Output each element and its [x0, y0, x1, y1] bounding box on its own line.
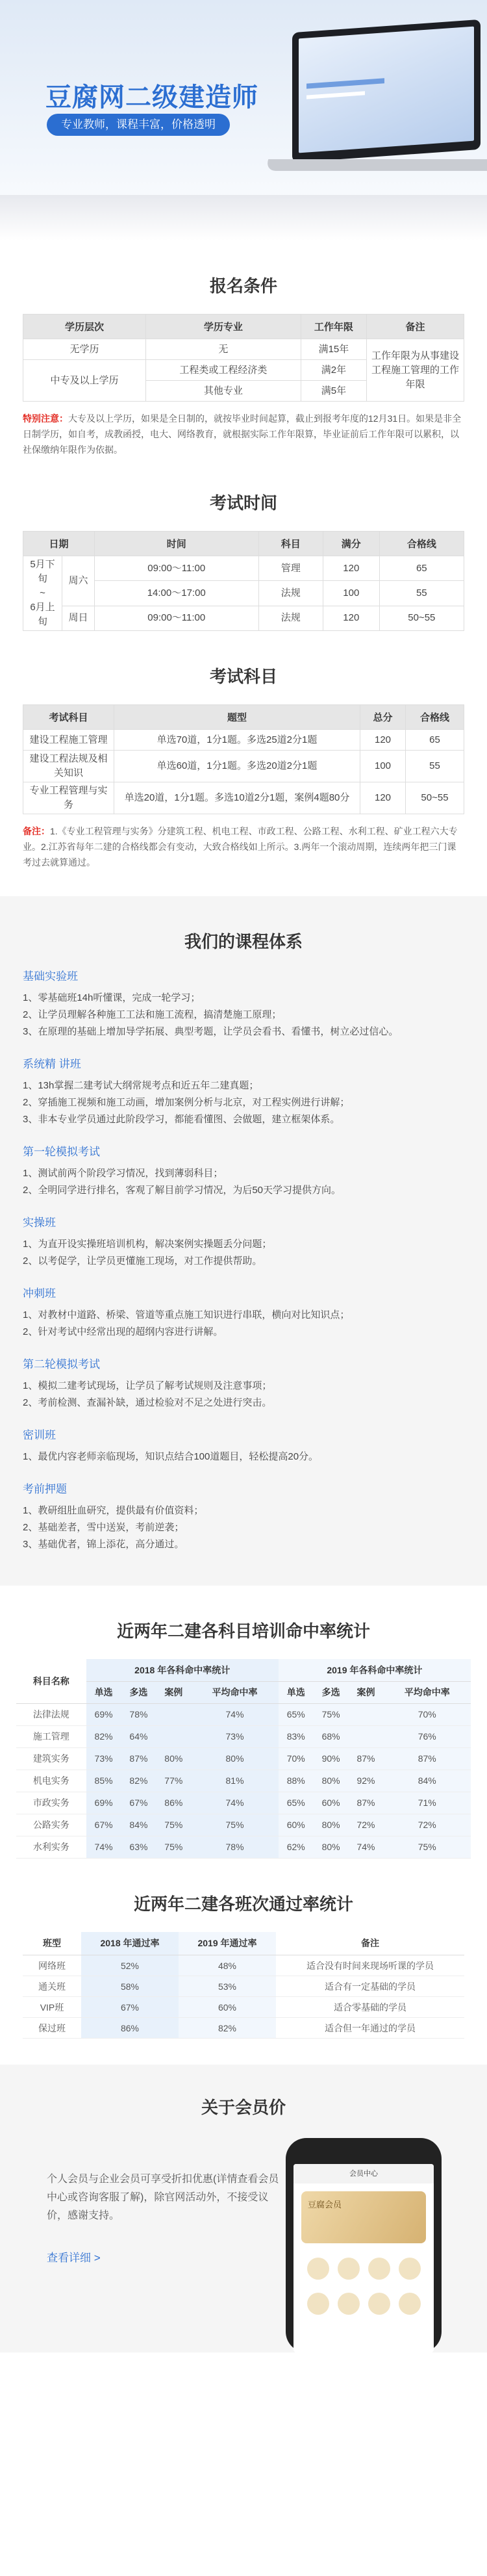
subjects-table: 考试科目 题型 总分 合格线 建设工程施工管理 单选70道，1分1题。多选25道2分1题 120 65 建设工程法规及相关知识 单选60道，1分1题。多选20道2分1题 100 55 专业工程管理与实务 单选20道，1分1题。多选10道2分1题，案例4题80分 120 50~55 — [23, 704, 464, 814]
course-item: 1、最优内容老师亲临现场，知识点结合100道题目，轻松提高20分。 — [23, 1451, 319, 1462]
course-item: 1、测试前两个阶段学习情况，找到薄弱科目； — [23, 1168, 223, 1179]
table-row: 施工管理 82% 64% 73% 83% 68% 76% — [16, 1725, 471, 1747]
course-item: 1、13h掌握二建考试大纲常规考点和近五年二建真题； — [23, 1080, 259, 1091]
table-row: 建设工程施工管理 单选70道，1分1题。多选25道2分1题 120 65 — [23, 730, 464, 751]
stats-section — [0, 1586, 487, 1885]
table-row: 保过班 86% 82% 适合但一年通过的学员 — [23, 2018, 464, 2039]
course-item: 3、在原理的基础上增加导学拓展、典型考题，让学员会看书、看懂书，树立必过信心。 — [23, 1026, 399, 1037]
col-header: 备注 — [367, 315, 464, 339]
table-row: 通关班 58% 53% 适合有一定基础的学员 — [23, 1976, 464, 1997]
subjects-note: 备注：1.《专业工程管理与实务》分建筑工程、机电工程、市政工程、公路工程、水利工程、矿业工程六大专业。2.江苏省每年二建的合格线都会有变动，大致合格线如上所示。3.两年一个滚动周期，连续两年把三门课考过去就算通过。 — [23, 826, 458, 868]
laptop-illustration — [266, 26, 487, 208]
pass-section — [0, 1885, 487, 2065]
vip-title: 关于会员价 — [201, 2098, 286, 2117]
hero-banner — [0, 0, 487, 240]
course-item: 2、基础差者，雪中送炭，考前逆袭； — [23, 1522, 184, 1533]
table-row: 14:00～17:00 法规 100 55 — [23, 581, 464, 606]
course-group-title: 密训班 — [23, 1429, 56, 1441]
stats-title: 近两年二建各科目培训命中率统计 — [116, 1621, 370, 1641]
pass-table: 班型 2018 年通过率 2019 年通过率 备注 网络班 52% 48% 适合没有时间来现场听课的学员 通关班 58% 53% 适合有一定基础的学员 VIP班 67% 60% 适合零基础的学员 保过班 86% 82% 适合但一年通过的学员 — [23, 1932, 464, 2039]
course-group-title: 系统精 讲班 — [23, 1058, 81, 1070]
phone-illustration: 会员中心 豆腐会员 — [286, 2138, 442, 2352]
col-header: 多选 — [121, 1681, 156, 1703]
course-group-title: 冲刺班 — [23, 1287, 56, 1300]
col-header: 平均命中率 — [383, 1681, 471, 1703]
col-header: 学历专业 — [146, 315, 301, 339]
course-item: 1、为直开设实操班培训机构，解决案例实操题丢分问题； — [23, 1239, 272, 1250]
signup-remark: 工作年限为从事建设工程施工管理的工作年限 — [367, 339, 464, 402]
course-item: 1、模拟二建考试现场，让学员了解考试规则及注意事项； — [23, 1380, 272, 1391]
table-row: 市政实务 69% 67% 86% 74% 65% 60% 87% 71% — [16, 1792, 471, 1814]
table-row: 专业工程管理与实务 单选20道，1分1题。多选10道2分1题，案例4题80分 120 50~55 — [23, 782, 464, 814]
table-row: 建筑实务 73% 87% 80% 80% 70% 90% 87% 87% — [16, 1747, 471, 1770]
col-header: 单选 — [86, 1681, 121, 1703]
table-row: 公路实务 67% 84% 75% 75% 60% 80% 72% 72% — [16, 1814, 471, 1836]
col-header: 案例 — [156, 1681, 191, 1703]
table-row: 无学历 无 满15年 工作年限为从事建设工程施工管理的工作年限 — [23, 339, 464, 360]
courses-title: 我们的课程体系 — [184, 932, 303, 951]
exam-time-title: 考试时间 — [209, 493, 277, 513]
course-group-title: 第二轮模拟考试 — [23, 1358, 100, 1371]
course-item: 1、教研组肚血研究，提供最有价值资料； — [23, 1505, 204, 1516]
vip-section — [0, 2065, 487, 2352]
signup-note: 特别注意：大专及以上学历，如果是全日制的，就按毕业时间起算，截止到报考年度的12月31日。如果是非全日制学历，如自考，成教函授，电大、网络教育，就根据实际工作年限算，毕业证前后工作年限可以累积，以社保缴纳年限作为依据。 — [23, 413, 462, 455]
table-row: 法律法规 69% 78% 74% 65% 75% 70% — [16, 1703, 471, 1725]
course-item: 2、考前检测、查漏补缺，通过检验对不足之处进行突击。 — [23, 1397, 272, 1408]
col-header: 单选 — [279, 1681, 314, 1703]
course-item: 1、对教材中道路、桥梁、管道等重点施工知识进行串联，横向对比知识点； — [23, 1309, 350, 1320]
course-item: 1、零基础班14h听懂课，完成一轮学习； — [23, 992, 201, 1003]
course-group-title: 第一轮模拟考试 — [23, 1146, 100, 1158]
exam-time-table: 日期 时间 科目 满分 合格线 5月下旬 ~ 6月上旬 周六 09:00～11:00 管理 120 65 14:00～17:00 法规 100 55 周日 09:00～11:00 法规 120 50~55 — [23, 531, 464, 631]
table-row: VIP班 67% 60% 适合零基础的学员 — [23, 1997, 464, 2018]
table-row: 水利实务 74% 63% 75% 78% 62% 80% 74% 75% — [16, 1836, 471, 1858]
col-header: 多选 — [314, 1681, 349, 1703]
course-item: 2、针对考试中经常出现的超纲内容进行讲解。 — [23, 1326, 223, 1337]
course-group-title: 实操班 — [23, 1217, 56, 1229]
table-row: 网络班 52% 48% 适合没有时间来现场听课的学员 — [23, 1955, 464, 1976]
course-item: 2、以考促学，让学员更懂施工现场，对工作提供帮助。 — [23, 1256, 262, 1267]
table-row: 建设工程法规及相关知识 单选60道，1分1题。多选20道2分1题 100 55 — [23, 751, 464, 782]
signup-section — [0, 240, 487, 457]
course-group-title: 基础实验班 — [23, 970, 78, 983]
signup-title: 报名条件 — [209, 276, 277, 296]
courses-section — [0, 896, 487, 1586]
course-group-title: 考前押题 — [23, 1483, 67, 1495]
col-header: 平均命中率 — [191, 1681, 279, 1703]
course-item: 2、穿插施工视频和施工动画，增加案例分析与北京，对工程实例进行讲解； — [23, 1097, 350, 1108]
table-row: 周日 09:00～11:00 法规 120 50~55 — [23, 606, 464, 630]
course-item: 2、全明同学进行排名，客观了解目前学习情况，为后50天学习提供方向。 — [23, 1185, 342, 1196]
signup-table — [23, 314, 464, 402]
pass-title: 近两年二建各班次通过率统计 — [133, 1894, 353, 1914]
course-item: 3、非本专业学员通过此阶段学习，都能看懂图、会做题，建立框架体系。 — [23, 1114, 340, 1125]
stats-table: 科目名称 2018 年各科命中率统计 2019 年各科命中率统计 单选 多选 案例 平均命中率 单选 多选 案例 平均命中率 法律法规 69% 78% 74% 65% 75% 70% 施工管理 82% 64% 73% 83% 68% 76% 建筑实务 73% 87% 80% 80% 70% 90% 87% 87% 机电实务 85% 82% 77% 81% 88% 80% 92% 84% 市政实务 69% 67% 86% 74% 65% 60% 87% 71% 公路实务 67% 84% 75% 75% 60% 80% 72% 72% 水利实务 74% 63% 75% 78% 62% 80% 74% 75% — [16, 1659, 471, 1859]
course-item: 2、让学员理解各种施工工法和施工流程，搞清楚施工原理； — [23, 1009, 282, 1020]
hero-tagline: 专业教师，课程丰富，价格透明 — [47, 114, 230, 136]
col-header: 学历层次 — [23, 315, 146, 339]
subjects-section — [0, 631, 487, 896]
table-row: 机电实务 85% 82% 77% 81% 88% 80% 92% 84% — [16, 1770, 471, 1792]
table-row: 5月下旬 ~ 6月上旬 周六 09:00～11:00 管理 120 65 — [23, 556, 464, 581]
col-header: 工作年限 — [301, 315, 366, 339]
subjects-title: 考试科目 — [209, 667, 277, 686]
table-row: 其他专业 满5年 — [23, 381, 464, 402]
view-details-link[interactable]: 查看详细 > — [47, 2252, 101, 2264]
hero-title: 豆腐网二级建造师 — [45, 83, 258, 112]
exam-time-section — [0, 457, 487, 631]
table-row: 中专及以上学历 工程类或工程经济类 满2年 — [23, 360, 464, 381]
col-header: 案例 — [349, 1681, 384, 1703]
vip-text: 个人会员与企业会员可享受折扣优惠(详情查看会员中心或咨询客服了解)，除官网活动外，不接受议价，感谢支持。 — [47, 2174, 279, 2221]
course-item: 3、基础优者，锦上添花，高分通过。 — [23, 1539, 184, 1550]
course-list — [23, 967, 464, 1553]
